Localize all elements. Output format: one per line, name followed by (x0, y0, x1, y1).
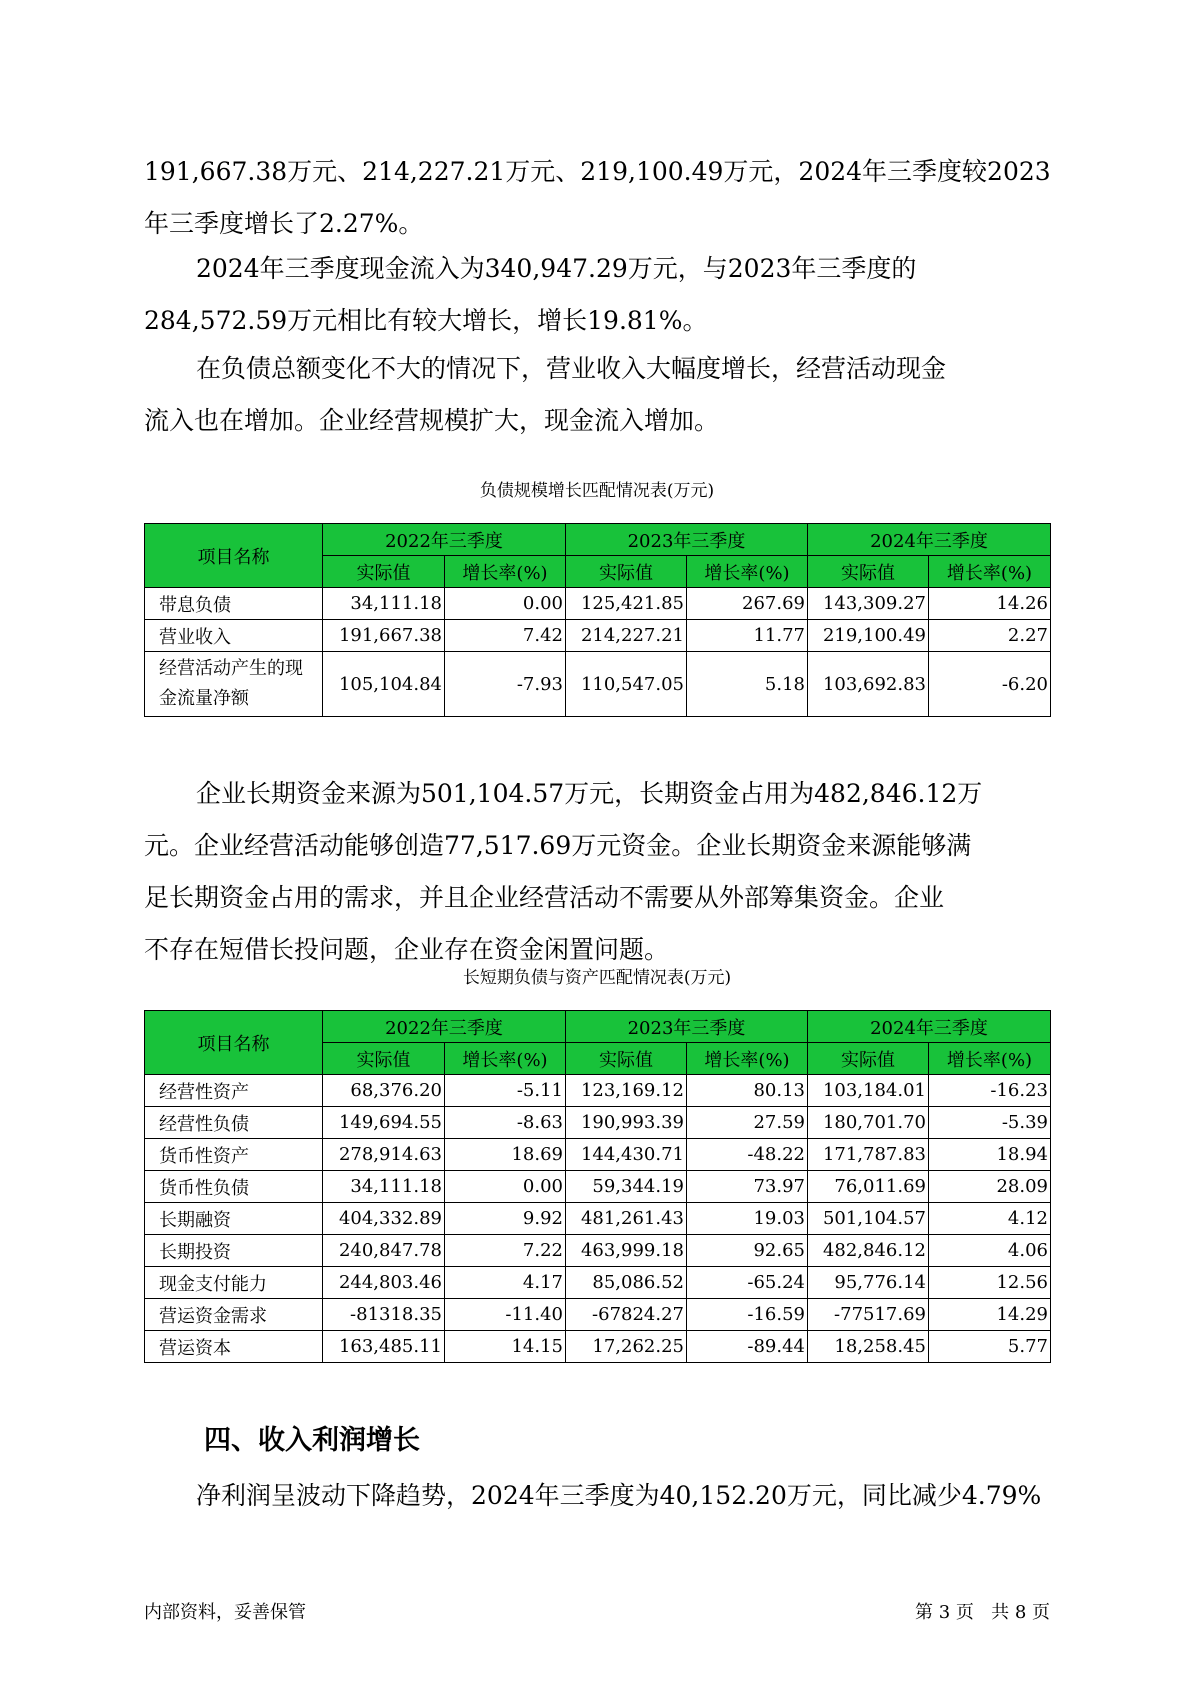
cell: 0.00 (445, 1171, 566, 1203)
cell: 244,803.46 (323, 1267, 445, 1299)
cell: -16.59 (687, 1299, 808, 1331)
table2-subheader-value: 实际值 (566, 1043, 687, 1075)
paragraph-line: 流入也在增加。企业经营规模扩大，现金流入增加。 (144, 406, 720, 435)
cell: 68,376.20 (323, 1075, 445, 1107)
cell: 14.29 (929, 1299, 1051, 1331)
cell: -11.40 (445, 1299, 566, 1331)
table-row (145, 1171, 1051, 1203)
paragraph-line: 企业长期资金来源为501,104.57万元，长期资金占用为482,846.12万 (196, 779, 983, 808)
table-row (145, 1235, 1051, 1267)
table-row (145, 1299, 1051, 1331)
table-row (145, 652, 1051, 717)
row-name: 货币性资产 (145, 1139, 323, 1171)
row-name: 营业收入 (145, 620, 323, 652)
cell: 190,993.39 (566, 1107, 687, 1139)
table-row (145, 620, 1051, 652)
cell: 125,421.85 (566, 588, 687, 620)
cell: 4.06 (929, 1235, 1051, 1267)
cell: 463,999.18 (566, 1235, 687, 1267)
table1-subheader-growth: 增长率(%) (687, 556, 808, 588)
cell: 123,169.12 (566, 1075, 687, 1107)
table2 (144, 1010, 1051, 1363)
cell: 103,692.83 (808, 652, 929, 717)
cell: 110,547.05 (566, 652, 687, 717)
paragraph-line: 足长期资金占用的需求，并且企业经营活动不需要从外部筹集资金。企业 (144, 883, 945, 912)
cell: 27.59 (687, 1107, 808, 1139)
row-name: 货币性负债 (145, 1171, 323, 1203)
cell: 404,332.89 (323, 1203, 445, 1235)
cell: 11.77 (687, 620, 808, 652)
row-name: 长期投资 (145, 1235, 323, 1267)
table1-period-header: 2024年三季度 (808, 524, 1051, 556)
paragraph-line: 284,572.59万元相比有较大增长，增长19.81%。 (144, 306, 708, 335)
table-row (145, 588, 1051, 620)
cell: 180,701.70 (808, 1107, 929, 1139)
table2-subheader-value: 实际值 (323, 1043, 445, 1075)
footer-confidential-note: 内部资料，妥善保管 (144, 1602, 306, 1623)
cell: 5.18 (687, 652, 808, 717)
table1-subheader-growth: 增长率(%) (929, 556, 1051, 588)
paragraph-line: 191,667.38万元、214,227.21万元、219,100.49万元，2024年三季度较2023 (144, 157, 1051, 186)
table1-period-header: 2022年三季度 (323, 524, 566, 556)
table1 (144, 523, 1051, 717)
table2-period-header: 2023年三季度 (566, 1011, 808, 1043)
cell: 191,667.38 (323, 620, 445, 652)
cell: 14.15 (445, 1331, 566, 1363)
paragraph-1 (144, 146, 1050, 250)
table-row (145, 1267, 1051, 1299)
cell: 7.22 (445, 1235, 566, 1267)
footer-page-number: 第 3 页 共 8 页 (915, 1602, 1050, 1623)
cell: 19.03 (687, 1203, 808, 1235)
table-row (145, 1203, 1051, 1235)
cell: 103,184.01 (808, 1075, 929, 1107)
table1-caption: 负债规模增长匹配情况表(万元) (479, 481, 715, 501)
table-row (145, 1139, 1051, 1171)
cell: 5.77 (929, 1331, 1051, 1363)
paragraph-line: 2024年三季度现金流入为340,947.29万元，与2023年三季度的 (196, 254, 917, 283)
cell: 4.12 (929, 1203, 1051, 1235)
table2-caption: 长短期负债与资产匹配情况表(万元) (462, 968, 732, 988)
table-row (145, 1107, 1051, 1139)
table1-subheader-value: 实际值 (323, 556, 445, 588)
cell: 171,787.83 (808, 1139, 929, 1171)
cell: 7.42 (445, 620, 566, 652)
cell: 4.17 (445, 1267, 566, 1299)
cell: -8.63 (445, 1107, 566, 1139)
row-name: 经营活动产生的现金流量净额 (145, 652, 323, 717)
cell: 2.27 (929, 620, 1051, 652)
cell: 219,100.49 (808, 620, 929, 652)
paragraph-line: 年三季度增长了2.27%。 (144, 209, 424, 238)
table-row (145, 1331, 1051, 1363)
table2-subheader-value: 实际值 (808, 1043, 929, 1075)
table2-period-header: 2024年三季度 (808, 1011, 1051, 1043)
table1-subheader-value: 实际值 (808, 556, 929, 588)
cell: -5.11 (445, 1075, 566, 1107)
cell: 80.13 (687, 1075, 808, 1107)
section-heading: 四、收入利润增长 (204, 1425, 420, 1456)
table1-period-header: 2023年三季度 (566, 524, 808, 556)
cell: 0.00 (445, 588, 566, 620)
cell: 76,011.69 (808, 1171, 929, 1203)
cell: -89.44 (687, 1331, 808, 1363)
row-name: 营运资本 (145, 1331, 323, 1363)
cell: 18.69 (445, 1139, 566, 1171)
cell: 85,086.52 (566, 1267, 687, 1299)
table2-subheader-growth: 增长率(%) (687, 1043, 808, 1075)
row-name: 带息负债 (145, 588, 323, 620)
cell: 14.26 (929, 588, 1051, 620)
cell: 12.56 (929, 1267, 1051, 1299)
row-name: 经营性资产 (145, 1075, 323, 1107)
cell: -6.20 (929, 652, 1051, 717)
cell: 267.69 (687, 588, 808, 620)
paragraph-2 (144, 243, 1050, 347)
cell: 92.65 (687, 1235, 808, 1267)
paragraph-4 (144, 768, 1050, 976)
cell: -48.22 (687, 1139, 808, 1171)
cell: -7.93 (445, 652, 566, 717)
cell: 17,262.25 (566, 1331, 687, 1363)
table2-subheader-growth: 增长率(%) (445, 1043, 566, 1075)
cell: -67824.27 (566, 1299, 687, 1331)
row-name: 长期融资 (145, 1203, 323, 1235)
cell: 59,344.19 (566, 1171, 687, 1203)
table-row (145, 1075, 1051, 1107)
cell: 18,258.45 (808, 1331, 929, 1363)
cell: -16.23 (929, 1075, 1051, 1107)
cell: -5.39 (929, 1107, 1051, 1139)
paragraph-5 (144, 1470, 1050, 1522)
table2-name-header: 项目名称 (145, 1011, 323, 1075)
paragraph-line: 不存在短借长投问题，企业存在资金闲置问题。 (144, 935, 670, 964)
cell: 482,846.12 (808, 1235, 929, 1267)
table1-subheader-value: 实际值 (566, 556, 687, 588)
row-name: 营运资金需求 (145, 1299, 323, 1331)
cell: 9.92 (445, 1203, 566, 1235)
row-name: 经营性负债 (145, 1107, 323, 1139)
table1-subheader-growth: 增长率(%) (445, 556, 566, 588)
cell: 501,104.57 (808, 1203, 929, 1235)
cell: 143,309.27 (808, 588, 929, 620)
paragraph-3 (144, 343, 1050, 447)
row-name: 现金支付能力 (145, 1267, 323, 1299)
cell: -77517.69 (808, 1299, 929, 1331)
paragraph-line: 元。企业经营活动能够创造77,517.69万元资金。企业长期资金来源能够满 (144, 831, 972, 860)
cell: 28.09 (929, 1171, 1051, 1203)
cell: 144,430.71 (566, 1139, 687, 1171)
cell: 34,111.18 (323, 588, 445, 620)
cell: 240,847.78 (323, 1235, 445, 1267)
table2-subheader-growth: 增长率(%) (929, 1043, 1051, 1075)
cell: 18.94 (929, 1139, 1051, 1171)
cell: -81318.35 (323, 1299, 445, 1331)
cell: 481,261.43 (566, 1203, 687, 1235)
cell: 73.97 (687, 1171, 808, 1203)
cell: 149,694.55 (323, 1107, 445, 1139)
cell: 214,227.21 (566, 620, 687, 652)
paragraph-line: 净利润呈波动下降趋势，2024年三季度为40,152.20万元，同比减少4.79% (196, 1481, 1042, 1510)
table1-name-header: 项目名称 (145, 524, 323, 588)
cell: 105,104.84 (323, 652, 445, 717)
table2-period-header: 2022年三季度 (323, 1011, 566, 1043)
cell: 278,914.63 (323, 1139, 445, 1171)
cell: 95,776.14 (808, 1267, 929, 1299)
cell: 34,111.18 (323, 1171, 445, 1203)
cell: -65.24 (687, 1267, 808, 1299)
cell: 163,485.11 (323, 1331, 445, 1363)
paragraph-line: 在负债总额变化不大的情况下，营业收入大幅度增长，经营活动现金 (196, 354, 947, 383)
